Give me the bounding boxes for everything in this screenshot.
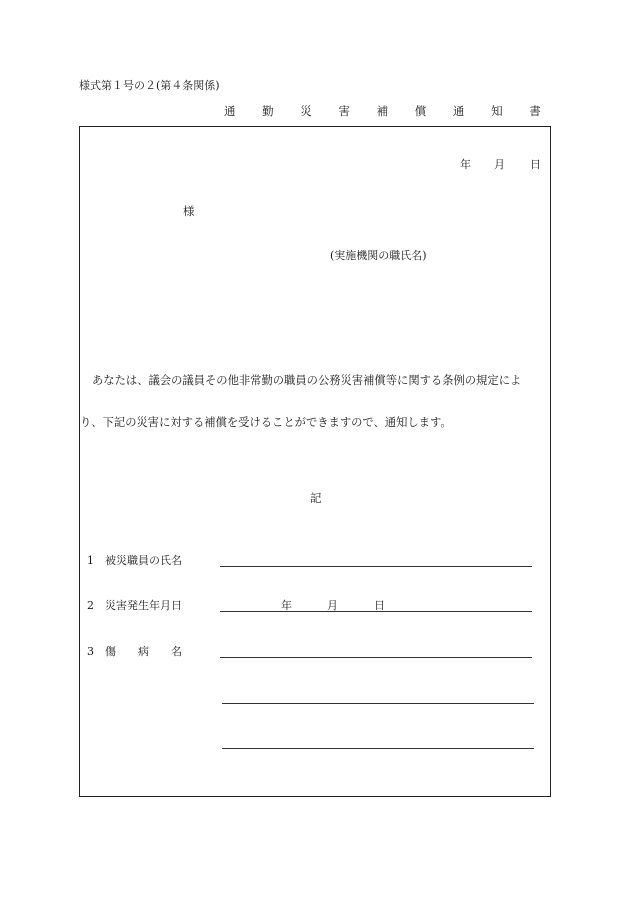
document-title: 通 勤 災 害 補 償 通 知 書 bbox=[224, 104, 553, 118]
record-heading: 記 bbox=[310, 491, 322, 505]
notice-body-line-1: あなたは、議会の議員その他非常勤の職員の公務災害補償等に関する条例の規定によ bbox=[92, 374, 522, 387]
injury-name-line-3 bbox=[222, 748, 534, 749]
injury-name-line-1 bbox=[220, 657, 532, 658]
form-number: 様式第１号の２(第４条関係) bbox=[79, 79, 220, 92]
item-injury-name-label: 3 傷 病 名 bbox=[87, 645, 182, 658]
issuer-label: (実施機関の職氏名) bbox=[330, 249, 427, 262]
issue-date-day-label: 日 bbox=[530, 158, 541, 171]
injured-employee-name-line bbox=[220, 566, 532, 567]
accident-date-year-label: 年 bbox=[281, 599, 292, 612]
form-frame bbox=[79, 126, 551, 797]
issue-date-month-label: 月 bbox=[494, 158, 505, 171]
accident-date-line bbox=[220, 611, 532, 612]
issue-date-year-label: 年 bbox=[460, 158, 471, 171]
item-accident-date-label: 2 災害発生年月日 bbox=[87, 599, 182, 612]
injury-name-line-2 bbox=[222, 703, 534, 704]
accident-date-month-label: 月 bbox=[327, 599, 338, 612]
addressee-honorific: 様 bbox=[183, 204, 195, 218]
notice-body-line-2: り、下記の災害に対する補償を受けることができますので、通知します。 bbox=[80, 416, 452, 429]
accident-date-day-label: 日 bbox=[374, 599, 385, 612]
item-injured-employee-name-label: 1 被災職員の氏名 bbox=[87, 554, 182, 567]
